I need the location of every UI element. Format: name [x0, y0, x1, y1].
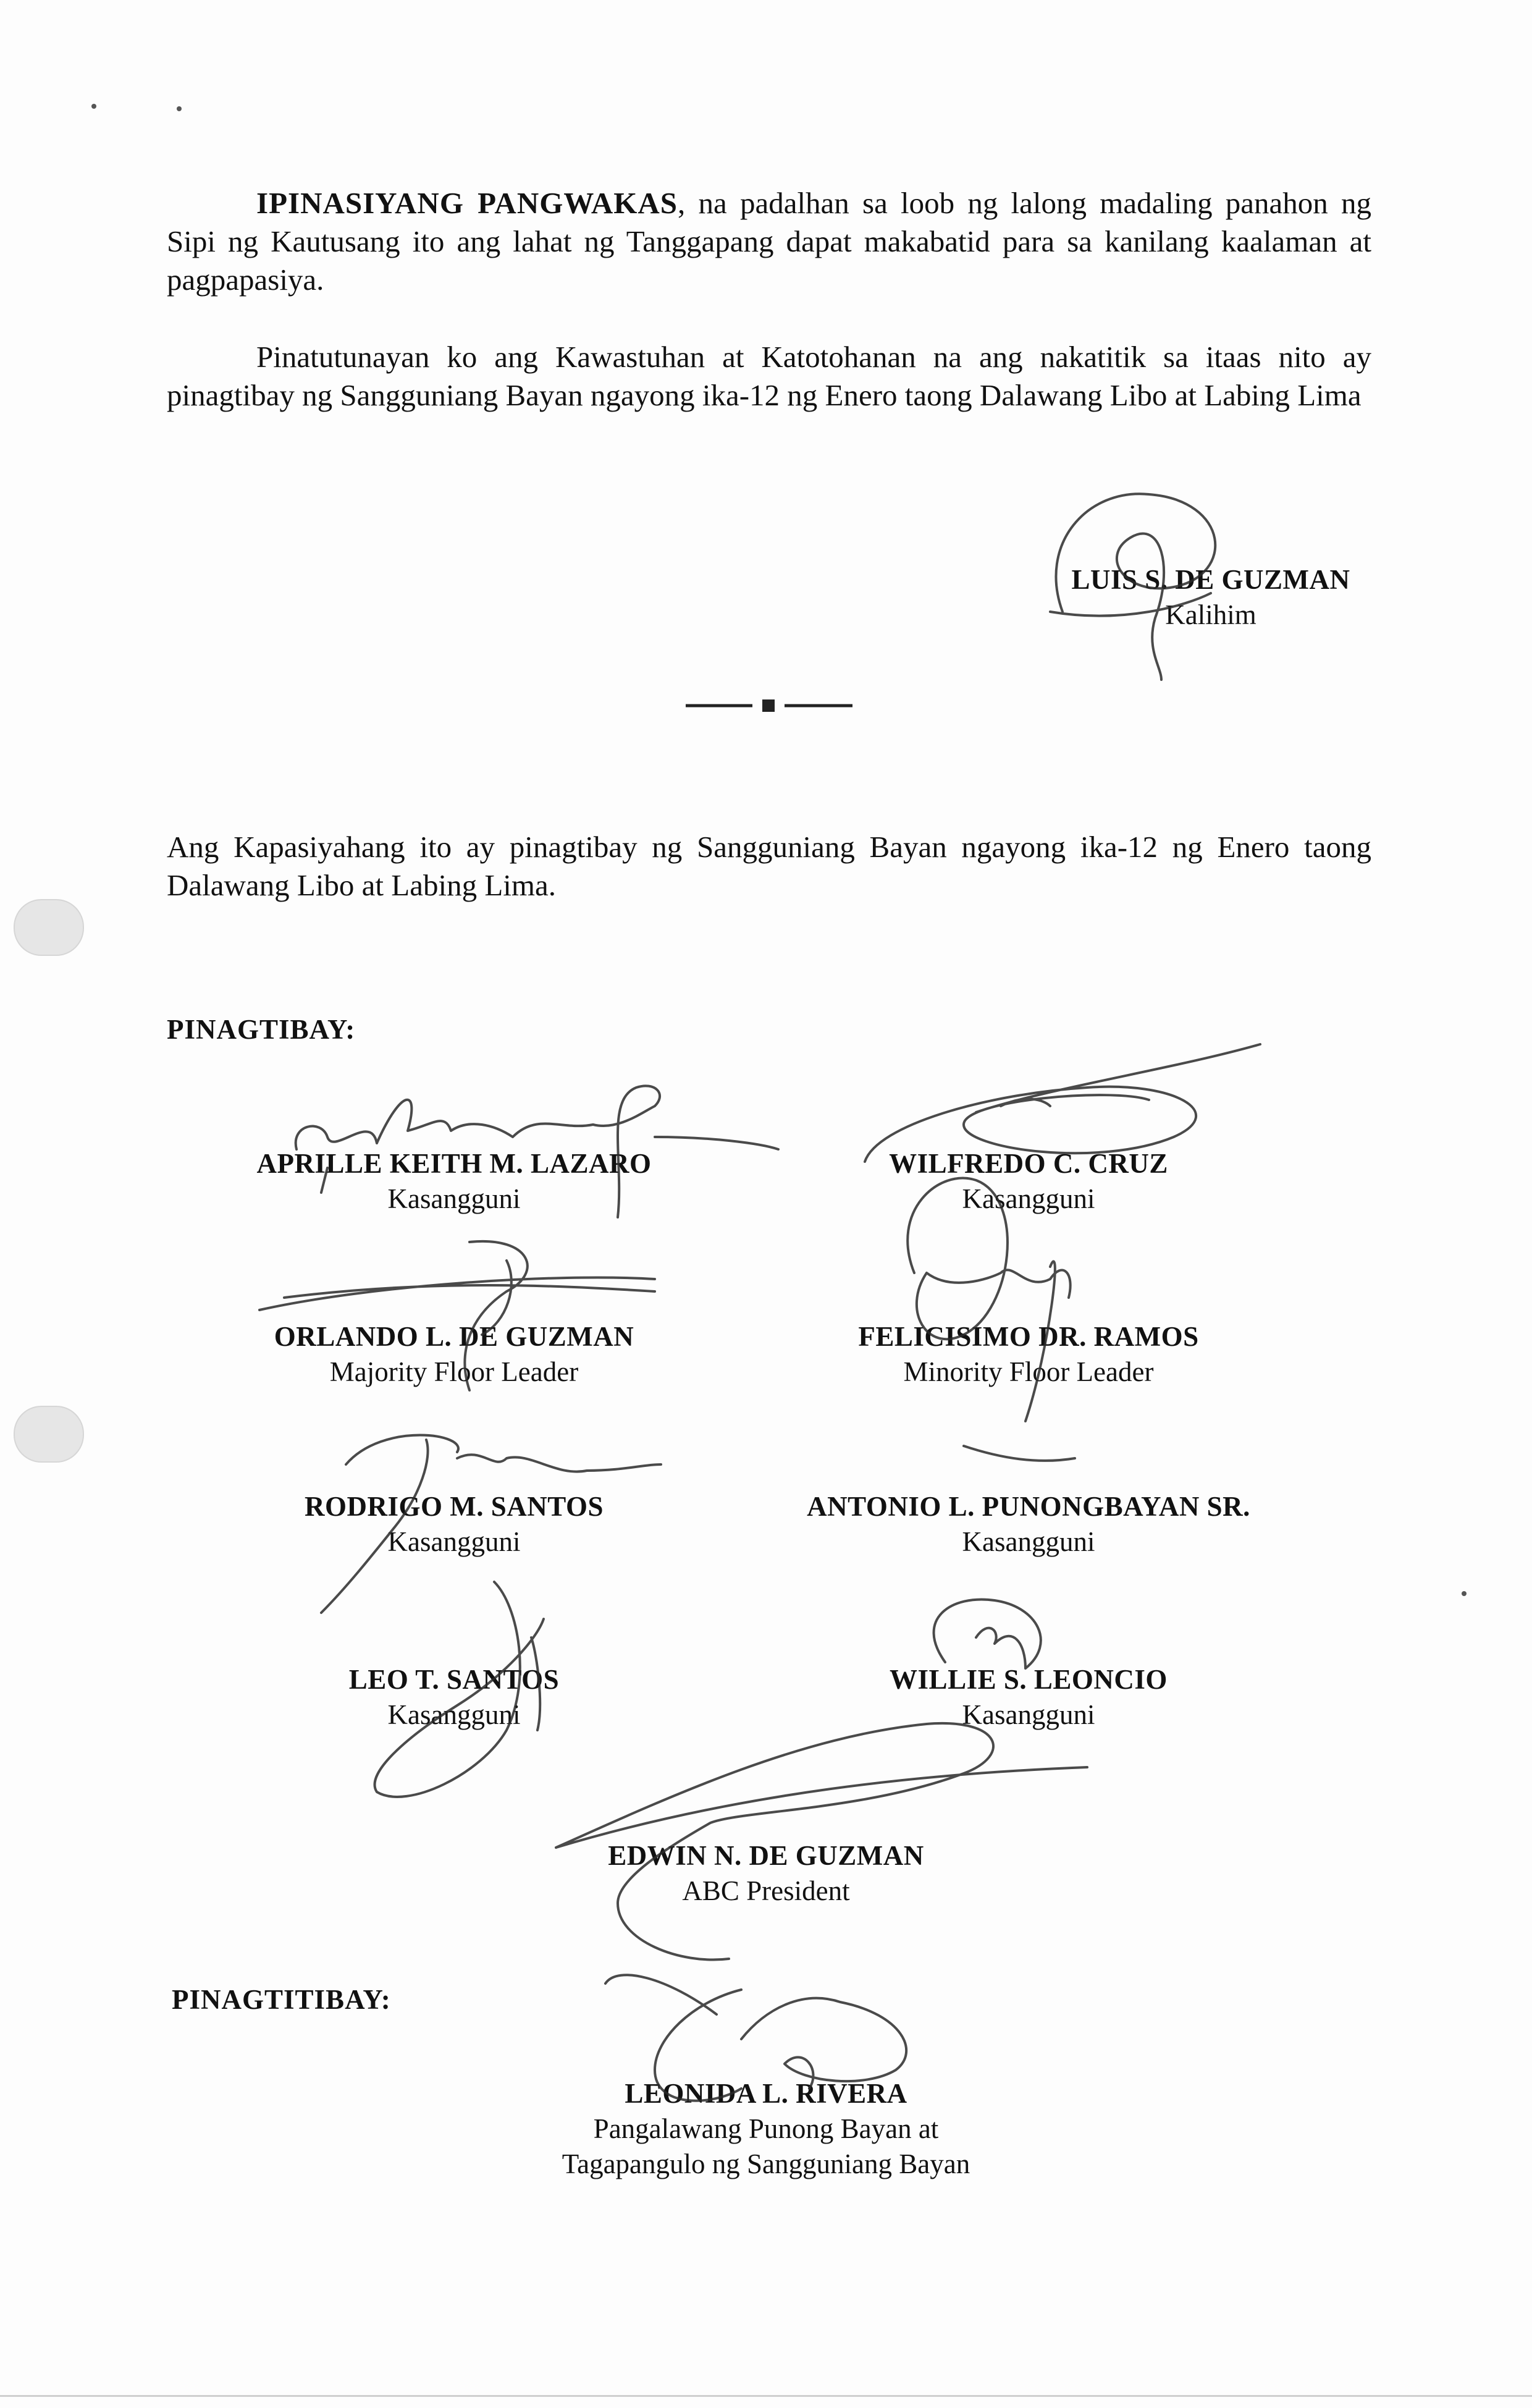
- signatory-block: [803, 1146, 1254, 1217]
- confirmed-label: PINAGTITIBAY:: [172, 1984, 391, 2015]
- signatory-name: WILLIE S. LEONCIO: [890, 1664, 1168, 1695]
- signatory-title: Kasangguni: [962, 1526, 1095, 1557]
- signatory-title: ABC President: [682, 1875, 850, 1906]
- adoption-text: Ang Kapasiyahang ito ay pinagtibay ng Sangguniang Bayan ngayong ika-12 ng Enero taong Dalawang Libo at Labing Lima.: [167, 830, 1371, 902]
- punch-hole: [14, 899, 84, 956]
- signatory-block: [803, 1319, 1254, 1390]
- section-separator: [686, 693, 859, 718]
- signatory-title: Minority Floor Leader: [903, 1356, 1154, 1387]
- secretary-signature-block: [1044, 562, 1378, 633]
- secretary-title: Kalihim: [1165, 599, 1256, 630]
- signatory-block: [803, 1662, 1254, 1733]
- vice-mayor-title-line1: Pangalawang Punong Bayan at: [593, 2113, 939, 2144]
- certification-paragraph: [167, 338, 1371, 415]
- closing-body-text: , na padalhan sa loob ng lalong madaling panahon ng Sipi ng Kautusang ito ang lahat ng Tanggapang dapat makabatid para sa kanilang kaalaman at pagpapasiya.: [167, 186, 1371, 297]
- signatory-name: APRILLE KEITH M. LAZARO: [256, 1148, 652, 1179]
- signatory-title: Kasangguni: [387, 1699, 521, 1730]
- signatory-title: Kasangguni: [387, 1526, 521, 1557]
- closing-lead-text: IPINASIYANG PANGWAKAS: [256, 186, 678, 220]
- signatory-name: ANTONIO L. PUNONGBAYAN SR.: [807, 1491, 1250, 1522]
- vice-mayor-name: LEONIDA L. RIVERA: [625, 2078, 907, 2109]
- signatory-block: [550, 1838, 982, 1909]
- signatory-name: RODRIGO M. SANTOS: [305, 1491, 604, 1522]
- secretary-name: LUIS S. DE GUZMAN: [1071, 564, 1350, 595]
- signatory-name: FELICISIMO DR. RAMOS: [858, 1321, 1199, 1352]
- approved-label: PINAGTIBAY:: [167, 1014, 356, 1045]
- signatory-block: [229, 1319, 680, 1390]
- closing-resolution-paragraph: [167, 184, 1371, 299]
- speck: [91, 104, 96, 109]
- signatory-block: [229, 1662, 680, 1733]
- vice-mayor-block: [488, 2076, 1044, 2182]
- signatory-title: Kasangguni: [962, 1699, 1095, 1730]
- signatory-name: ORLANDO L. DE GUZMAN: [274, 1321, 634, 1352]
- signatory-title: Kasangguni: [962, 1183, 1095, 1214]
- page-bottom-edge: [0, 2395, 1532, 2397]
- signatory-block: [229, 1489, 680, 1560]
- signatory-name: LEO T. SANTOS: [348, 1664, 560, 1695]
- signatory-title: Majority Floor Leader: [329, 1356, 579, 1387]
- signatory-block: [803, 1489, 1254, 1560]
- adoption-paragraph: [167, 828, 1371, 905]
- punch-hole: [14, 1406, 84, 1463]
- vice-mayor-title-line2: Tagapangulo ng Sangguniang Bayan: [562, 2148, 970, 2179]
- speck: [177, 106, 182, 111]
- certification-text: Pinatutunayan ko ang Kawastuhan at Katotohanan na ang nakatitik sa itaas nito ay pinagtibay ng Sangguniang Bayan ngayong ika-12 ng Enero taong Dalawang Libo at Labing Lima: [167, 340, 1371, 412]
- signature-leoncio: [934, 1599, 1041, 1668]
- signatory-name: WILFREDO C. CRUZ: [889, 1148, 1168, 1179]
- signatory-title: Kasangguni: [387, 1183, 521, 1214]
- signatory-name: EDWIN N. DE GUZMAN: [608, 1840, 924, 1871]
- speck: [1462, 1591, 1467, 1596]
- signatory-block: [229, 1146, 680, 1217]
- signature-cruz: [865, 1044, 1260, 1162]
